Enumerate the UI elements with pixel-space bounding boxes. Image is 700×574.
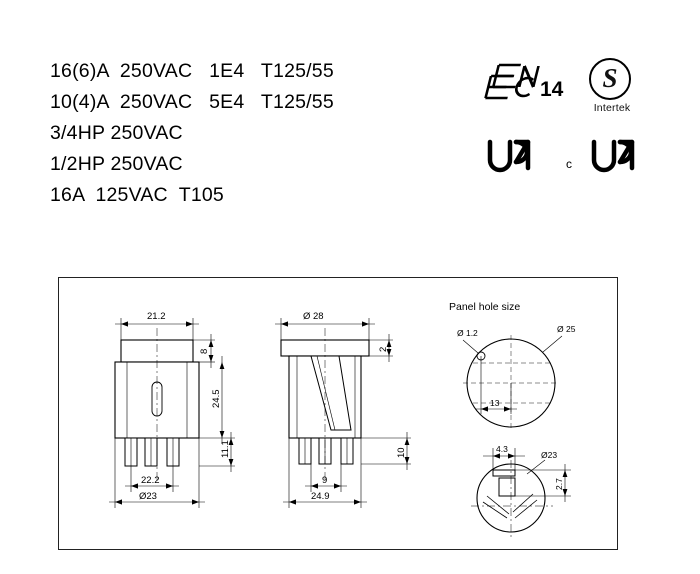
certification-marks (478, 56, 668, 206)
bottom-terminal-dia-label: Ø23 (541, 450, 558, 460)
ul-c-prefix-text: c (566, 157, 572, 171)
front-body-height-label: 24.5 (211, 389, 222, 408)
rating-line-5: 16A 125VAC T105 (50, 184, 224, 206)
enec-logo-icon (478, 60, 570, 108)
s-mark-caption: Intertek (593, 102, 631, 114)
rating-line-2: 10(4)A 250VAC 5E4 T125/55 (50, 91, 334, 113)
ratings-block (50, 56, 470, 211)
intertek-s-mark (581, 58, 643, 120)
hole-large-dia-label: Ø 25 (557, 324, 576, 334)
ul-recognized-marks (480, 134, 660, 190)
hole-small-dia-label: Ø 1.2 (457, 328, 478, 338)
bottom-terminal-depth-label: 2.7 (554, 478, 564, 490)
rating-line-1: 16(6)A 250VAC 1E4 T125/55 (50, 60, 334, 82)
panel-hole-view (449, 301, 576, 431)
side-bezel-thickness-label: 2 (378, 346, 389, 352)
side-terminal-gap-label: 9 (322, 475, 328, 486)
bottom-terminal-width-label: 4.3 (496, 444, 508, 454)
side-bezel-diameter-label: Ø 28 (303, 311, 324, 322)
s-mark-letter: S (602, 63, 618, 93)
front-width-label: 21.2 (147, 311, 166, 322)
rating-line-3: 3/4HP 250VAC (50, 122, 183, 144)
enec-number-text: 14 (540, 78, 564, 101)
front-terminal-height-label: 11.1 (220, 440, 231, 458)
front-view-drawing (109, 311, 235, 508)
front-terminal-span-label: 22.2 (141, 475, 160, 486)
rating-line-4: 1/2HP 250VAC (50, 153, 183, 175)
side-view-drawing (275, 311, 411, 508)
front-cap-height-label: 8 (199, 348, 210, 354)
hole-center-distance-label: 13 (490, 398, 500, 408)
side-overall-width-label: 24.9 (311, 491, 330, 502)
bottom-view-drawing (471, 444, 571, 540)
front-overall-width-label: Ø23 (139, 491, 157, 502)
dimension-drawing-panel (58, 277, 618, 550)
panel-hole-title: Panel hole size (449, 301, 521, 313)
side-terminal-height-label: 10 (396, 447, 407, 458)
